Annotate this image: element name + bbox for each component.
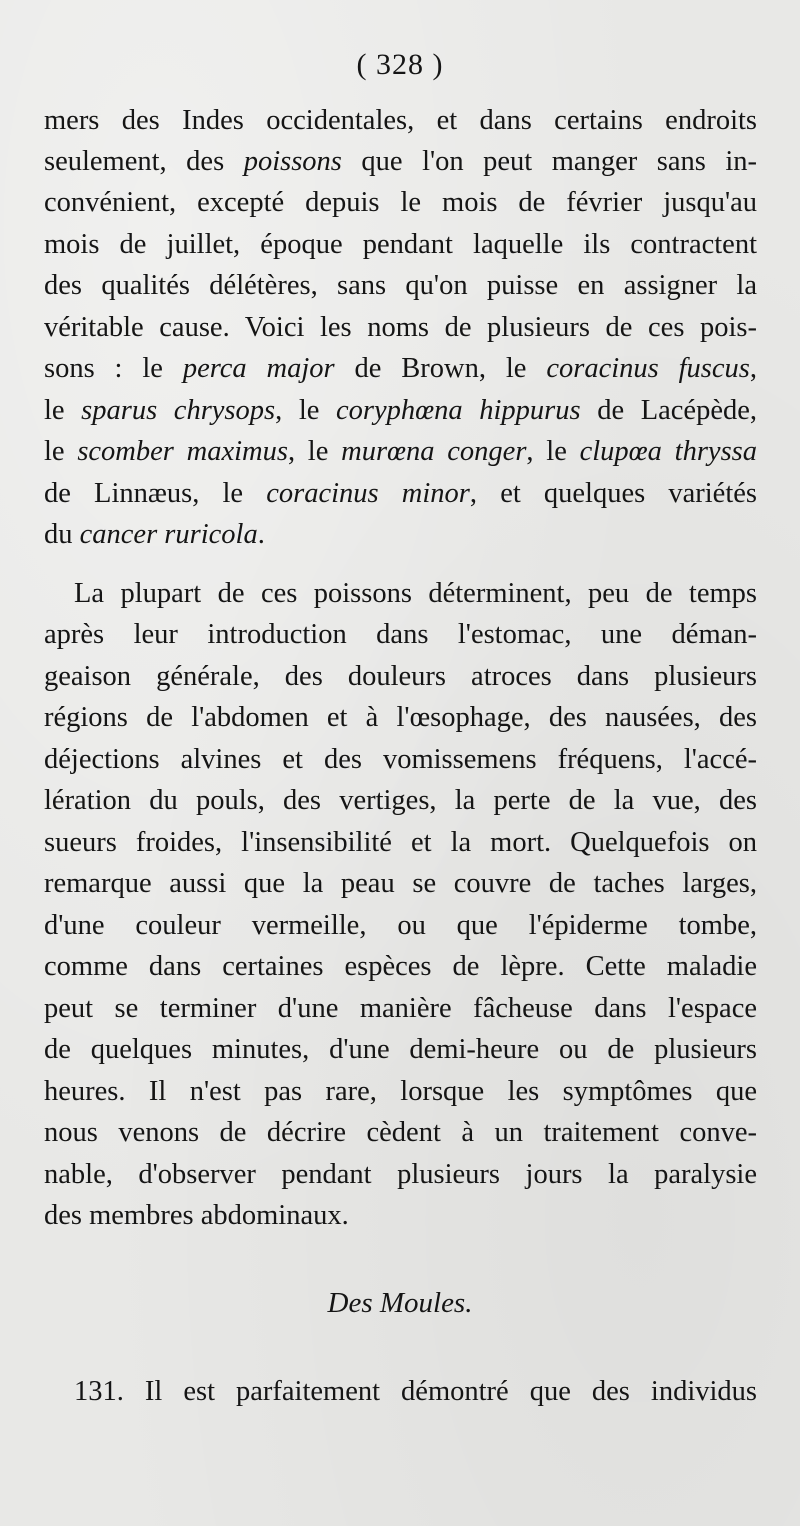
text-line: remarque aussi que la peau se couvre de taches larges,: [44, 868, 757, 899]
text-line: mers des Indes occidentales, et dans certains endroits: [44, 105, 757, 136]
text-line: des membres abdominaux.: [44, 1200, 349, 1231]
text-line: d'une couleur vermeille, ou que l'épiderme tombe,: [44, 910, 757, 941]
text-line: du cancer ruricola.: [44, 519, 265, 550]
text-line: régions de l'abdomen et à l'œsophage, des nausées, des: [44, 702, 757, 733]
page-number: ( 328 ): [356, 48, 444, 81]
text-line: geaison générale, des douleurs atroces dans plusieurs: [44, 661, 757, 692]
text-line: lération du pouls, des vertiges, la perte de la vue, des: [44, 785, 757, 816]
text-line: de quelques minutes, d'une demi-heure ou de plusieurs: [44, 1034, 757, 1065]
text-line: La plupart de ces poissons déterminent, peu de temps: [74, 578, 757, 609]
text-line: peut se terminer d'une manière fâcheuse dans l'espace: [44, 993, 757, 1024]
text-line: mois de juillet, époque pendant laquelle ils contractent: [44, 229, 757, 260]
text-line: de Linnæus, le coracinus minor, et quelques variétés: [44, 478, 757, 509]
text-line: comme dans certaines espèces de lèpre. Cette maladie: [44, 951, 757, 982]
text-line: après leur introduction dans l'estomac, une déman-: [44, 619, 757, 650]
text-line: seulement, des poissons que l'on peut manger sans in-: [44, 146, 757, 177]
section-heading: Des Moules.: [327, 1287, 473, 1319]
text-line: 131. Il est parfaitement démontré que des individus: [74, 1376, 757, 1407]
text-line: le sparus chrysops, le coryphœna hippurus de Lacépède,: [44, 395, 757, 426]
text-line: déjections alvines et des vomissemens fréquens, l'accé-: [44, 744, 757, 775]
text-line: sons : le perca major de Brown, le coracinus fuscus,: [44, 353, 757, 384]
text-line: sueurs froides, l'insensibilité et la mort. Quelquefois on: [44, 827, 757, 858]
text-line: véritable cause. Voici les noms de plusieurs de ces pois-: [44, 312, 757, 343]
text-line: des qualités délétères, sans qu'on puisse en assigner la: [44, 270, 757, 301]
text-line: heures. Il n'est pas rare, lorsque les symptômes que: [44, 1076, 757, 1107]
text-line: le scomber maximus, le murœna conger, le clupœa thryssa: [44, 436, 757, 467]
text-line: nable, d'observer pendant plusieurs jours la paralysie: [44, 1159, 757, 1190]
text-line: convénient, excepté depuis le mois de février jusqu'au: [44, 187, 757, 218]
text-line: nous venons de décrire cèdent à un traitement conve-: [44, 1117, 757, 1148]
